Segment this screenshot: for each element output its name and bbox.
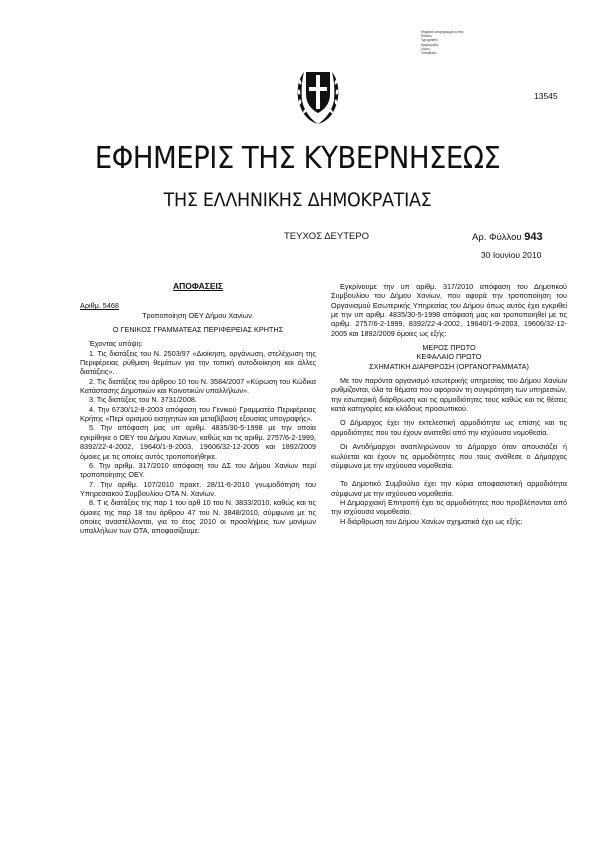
signature-line: Λόγος: xyxy=(421,46,431,51)
issue-series: ΤΕΥΧΟΣ ΔΕΥΤΕΡΟ xyxy=(284,231,370,242)
gazette-title: ΕΦΗΜΕΡΙΣ ΤΗΣ ΚΥΒΕΡΝΗΣΕΩΣ xyxy=(94,141,501,176)
issuing-authority: Ο ΓΕΝΙΚΟΣ ΓΡΑΜΜΑΤΕΑΣ ΠΕΡΙΦΕΡΕΙΑΣ ΚΡΗΤΗΣ xyxy=(112,325,284,335)
recital-item: 5. Την απόφαση μας υπ αριθμ. 4835/30-5-1998 με την οποία εγκρίθηκε ο ΟΕΥ του Δήμου Χανίων, καθώς και τις αριθμ. 2757/6-2-1999, 8392/22-4-2002, 19640/1-9-2003, 19606/32-12-2005 και 1892/2009 όμοιες με τις οποίες αυτός τροποποιήθηκε. xyxy=(80,423,316,461)
left-column xyxy=(80,282,316,536)
body-paragraph: Ο Δήμαρχος έχει την εκτελεστική αρμοδιότητα ως επίσης και τις αρμοδιότητες που του έχουν ανατεθεί από την ισχύουσα νομοθεσία. xyxy=(331,418,567,437)
sheet-number-value: 943 xyxy=(524,231,543,243)
body-paragraph: Το Δημοτικό Συμβούλιο έχει την κύρια αποφασιστική αρμοδιότητα σύμφωνα με την ισχύουσα νομοθεσία. xyxy=(331,479,567,498)
section-title: ΑΠΟΦΑΣΕΙΣ xyxy=(172,281,223,291)
recital-item: 1. Τις διατάξεις του Ν. 2503/97 «Διοίκηση, οργάνωση, στελέχωση της Περιφέρειας ρύθμιση θεμάτων για την τοπική αυτοδιοίκηση και άλλες διατάξεις». xyxy=(80,348,316,377)
decision-number: Αριθμ. 5468 xyxy=(80,301,119,311)
sheet-label: Αρ. Φύλλου xyxy=(472,232,522,243)
gazette-subtitle: ΤΗΣ ΕΛΛΗΝΙΚΗΣ ΔΗΜΟΚΡΑΤΙΑΣ xyxy=(163,189,432,211)
decision-intro: Εγκρίνουμε την υπ αριθμ. 317/2010 απόφαση του Δημοτικού Συμβουλίου του Δήμου Χανίων, που αφορά την τροποποίηση του Οργανισμού Εσωτερικής Υπηρεσίας του Δήμου όπως αυτός έχει εγκριθεί με την υπ αριθμ. 4835/30-5-1998 απόφασή μας και τροποποιηθεί με τις αριθμ. 2757/6-2-1999, 8392/22-4-2002, 19640/1-9-2003, 19606/32-12-2005 και 1892/2009 όμοιες ως εξής: xyxy=(331,282,567,338)
considering-line: Έχοντας υπόψη: xyxy=(89,339,143,349)
chapter-heading: ΚΕΦΑΛΑΙΟ ΠΡΩΤΟ xyxy=(416,352,482,362)
recital-item: 7. Την αριθμ. 107/2010 πρακτ. 28/11-6-2010 γνωμοδότηση του Υπηρεσιακού Συμβουλίου ΟΤΑ Ν. Χανίων. xyxy=(80,479,316,498)
body-paragraph: Οι Αντιδήμαρχοι αναπληρώνουν το Δήμαρχο όταν απουσιάζει ή κωλύεται και έχουν τις αρμοδιότητες που τους ανάθεσε ο Δήμαρχος σύμφωνα με την ισχύουσα νομοθεσία. xyxy=(331,442,567,470)
signature-line: Typografeio xyxy=(421,38,438,43)
signature-line: Ethniko xyxy=(421,34,432,39)
recital-item: 3. Τις διατάξεις του Ν. 3731/2008. xyxy=(89,395,197,405)
recital-item: 4. Την 6730/12-8-2003 απόφαση του Γενικού Γραμματέα Περιφέρειας Κρήτης «Περί ορισμού εισηγητών και μεταβίβαση εξουσίας υπογραφής». xyxy=(80,404,316,424)
part-heading: ΜΕΡΟΣ ΠΡΩΤΟ xyxy=(422,343,476,353)
body-paragraph: Η διάρθρωση του Δήμου Χανίων σχηματικά έχει ως εξής: xyxy=(340,516,523,526)
signature-line: Ψηφιακά υπογεγραμμένο από xyxy=(421,30,464,34)
sheet-number xyxy=(472,231,543,243)
body-paragraph: Η Δημαρχιακή Επιτροπή έχει τις αρμοδιότητες που προβλέπονται από την ισχύουσα νομοθεσία. xyxy=(331,497,567,517)
page-number: 13545 xyxy=(534,91,558,101)
digital-signature-stamp xyxy=(421,30,491,55)
coat-of-arms-icon xyxy=(290,60,346,126)
structure-heading: ΣΧΗΜΑΤΙΚΗ ΔΙΑΡΘΡΩΣΗ (ΟΡΓΑΝΟΓΡΑΜΜΑΤΑ) xyxy=(369,361,529,371)
signature-line: Τοποθεσία: xyxy=(421,51,437,56)
signature-line: Ημερομηνία: xyxy=(421,42,439,47)
recital-item: 6. Την αριθμ. 317/2010 απόφαση του ΔΣ του Δήμου Χανίων περί τροποποίησης ΟΕΥ. xyxy=(80,460,316,480)
decision-subject: Τροποποίηση ΟΕΥ Δήμου Χανίων. xyxy=(142,310,254,320)
body-paragraph: Με τον παρόντα οργανισμό εσωτερικής υπηρεσίας του Δήμου Χανίων ρυθμίζονται, όλα τα θέματα που αφορούν τη συγκρότηση των υπηρεσιών, την εσωτερική διάρθρωση και τις αρμοδιότητες τους καθώς και τις θέσεις κατά κατηγορίες και κλάδους προσωπικού. xyxy=(331,376,567,414)
recital-item: 8. Τ ις διατάξεις της παρ 1 του αρθ 10 του Ν. 3833/2010, καθώς και τις όμοιες της παρ 18 του άρθρου 47 του Ν. 3848/2010, σύμφωνα με τις οποίες αναστέλλονται, για το έτος 2010 οι προσλήψεις των μονίμων υπαλλήλων των ΟΤΑ, αποφασίζουμε: xyxy=(80,498,316,536)
issue-date: 30 Ιουνίου 2010 xyxy=(481,250,542,260)
right-column xyxy=(331,282,567,526)
recital-item: 2. Τις διατάξεις του άρθρου 10 του Ν. 3584/2007 «Κύρωση του Κώδικα Κατάστασης Δημοτικών και Κοινοτικών υπαλλήλων». xyxy=(80,376,316,396)
